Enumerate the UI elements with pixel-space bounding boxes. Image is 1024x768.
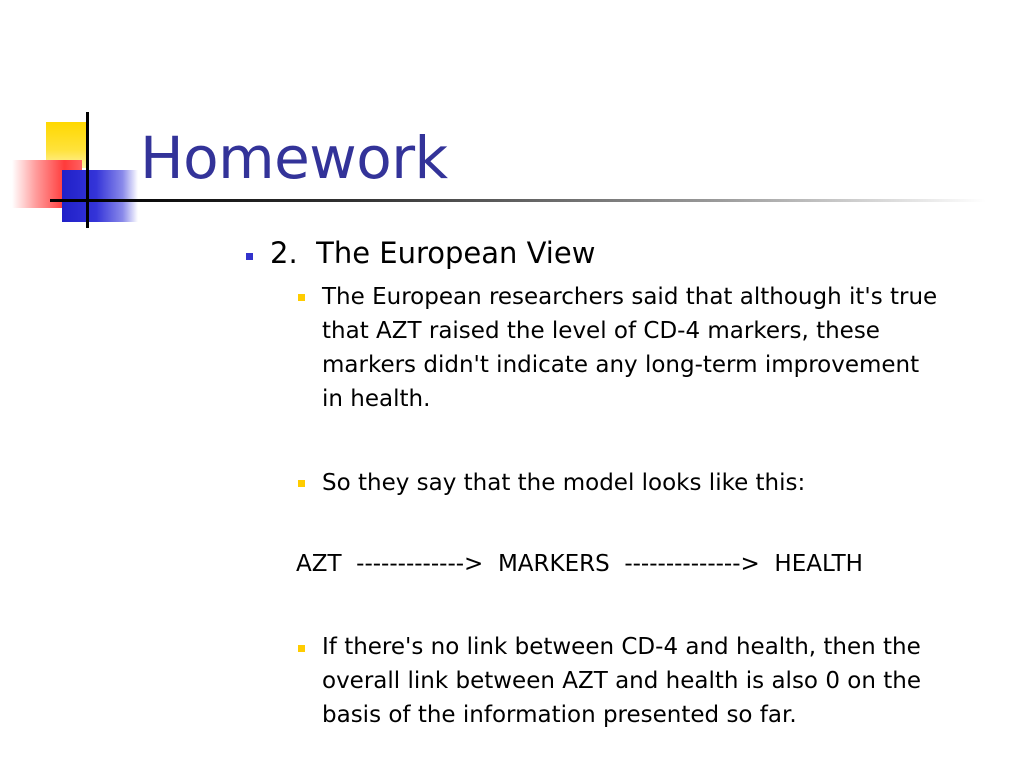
square-bullet-icon: [246, 253, 253, 260]
model-diagram-text: AZT -------------> MARKERS --------------> HEALTH: [296, 551, 863, 577]
bullet-2-line: So they say that the model looks like this:: [322, 470, 806, 496]
bullet-3-line: If there's no link between CD-4 and health, then the: [322, 634, 921, 660]
slide-title: Homework: [140, 124, 448, 192]
bullet-3-line: overall link between AZT and health is also 0 on the: [322, 668, 921, 694]
bullet-1-line: markers didn't indicate any long-term improvement: [322, 352, 920, 378]
bullet-paragraph-3: [322, 630, 1012, 732]
bullet-paragraph-1: [322, 280, 1012, 416]
bullet-1-line: in health.: [322, 386, 431, 412]
bullet-heading: 2. The European View: [270, 236, 596, 270]
bullet-1-line: that AZT raised the level of CD-4 markers, these: [322, 318, 880, 344]
bullet-1-line: The European researchers said that although it's true: [322, 284, 938, 310]
bullet-paragraph-2: [322, 466, 1012, 500]
square-bullet-icon: [298, 480, 305, 487]
square-bullet-icon: [298, 294, 305, 301]
bullet-3-line: basis of the information presented so far.: [322, 702, 797, 728]
square-bullet-icon: [298, 645, 305, 652]
